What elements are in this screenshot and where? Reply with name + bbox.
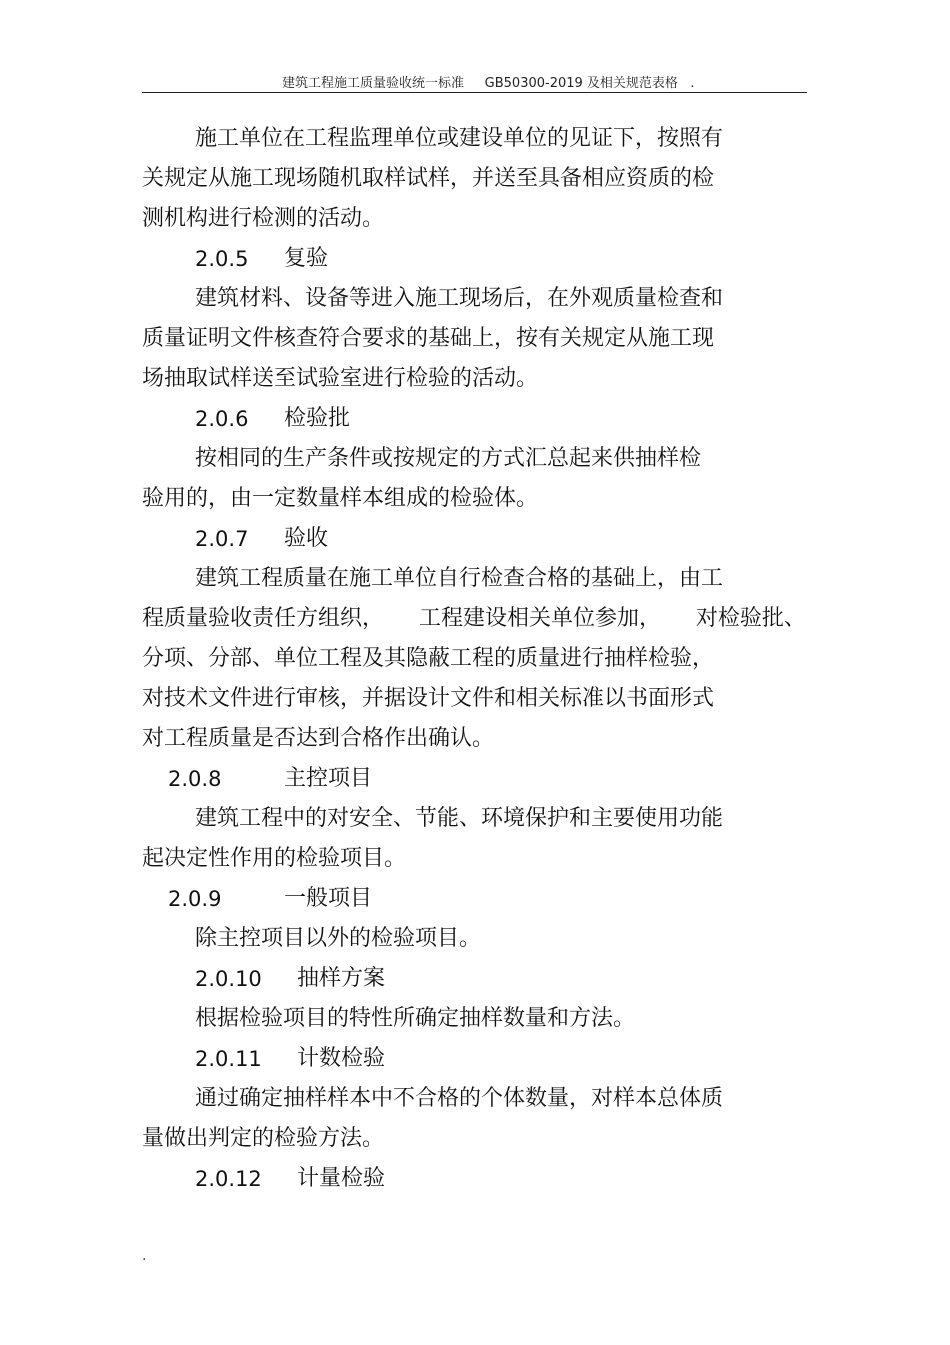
- clause-title: 主控项目: [284, 766, 373, 791]
- body-line: 对技术文件进行审核，并据设计文件和相关标准以书面形式: [142, 686, 715, 711]
- running-header: [142, 68, 807, 93]
- clause-title: 验收: [284, 526, 329, 551]
- clause-number: 2.0.11: [195, 1047, 262, 1071]
- body-line: 建筑工程中的对安全、节能、环境保护和主要使用功能: [195, 806, 724, 831]
- clause-number: 2.0.10: [195, 967, 262, 991]
- footer-mark: .: [142, 1248, 147, 1264]
- body-line: 施工单位在工程监理单位或建设单位的见证下，按照有: [195, 126, 724, 151]
- clause-title: 复验: [284, 246, 329, 271]
- body-line: 通过确定抽样样本中不合格的个体数量，对样本总体质: [195, 1086, 724, 1111]
- clause-number: 2.0.8: [168, 767, 222, 791]
- clause-number: 2.0.7: [195, 527, 249, 551]
- body-line: 起决定性作用的检验项目。: [142, 846, 407, 871]
- body-line: 按相同的生产条件或按规定的方式汇总起来供抽样检: [195, 446, 702, 471]
- body-line: 质量证明文件核查符合要求的基础上，按有关规定从施工现: [142, 326, 715, 351]
- clause-title: 计数检验: [297, 1046, 386, 1071]
- body-line: 根据检验项目的特性所确定抽样数量和方法。: [195, 1006, 636, 1031]
- clause-number: 2.0.12: [195, 1167, 262, 1191]
- body-line: 对工程质量是否达到合格作出确认。: [142, 726, 495, 751]
- clause-number: 2.0.6: [195, 407, 249, 431]
- body-line: 量做出判定的检验方法。: [142, 1126, 385, 1151]
- clause-title: 一般项目: [284, 886, 373, 911]
- clause-number: 2.0.5: [195, 247, 249, 271]
- body-line: 关规定从施工现场随机取样试样，并送至具备相应资质的检: [142, 166, 715, 191]
- body-line: 场抽取试样送至试验室进行检验的活动。: [142, 366, 539, 391]
- body-line: 除主控项目以外的检验项目。: [195, 926, 482, 951]
- body-line: 测机构进行检测的活动。: [142, 206, 385, 231]
- body-line: 分项、分部、单位工程及其隐蔽工程的质量进行抽样检验，: [142, 646, 715, 671]
- clause-number: 2.0.9: [168, 887, 222, 911]
- clause-title: 抽样方案: [297, 966, 386, 991]
- clause-title: 计量检验: [297, 1166, 386, 1191]
- running-header-text: 建筑工程施工质量验收统一标准 GB50300-2019 及相关规范表格 .: [282, 76, 695, 91]
- body-line: 建筑工程质量在施工单位自行检查合格的基础上，由工: [195, 566, 724, 591]
- body-line: 程质量验收责任方组织， 工程建设相关单位参加， 对检验批、: [142, 606, 806, 631]
- clause-title: 检验批: [284, 406, 351, 431]
- body-line: 建筑材料、设备等进入施工现场后，在外观质量检查和: [195, 286, 724, 311]
- body-line: 验用的，由一定数量样本组成的检验体。: [142, 486, 539, 511]
